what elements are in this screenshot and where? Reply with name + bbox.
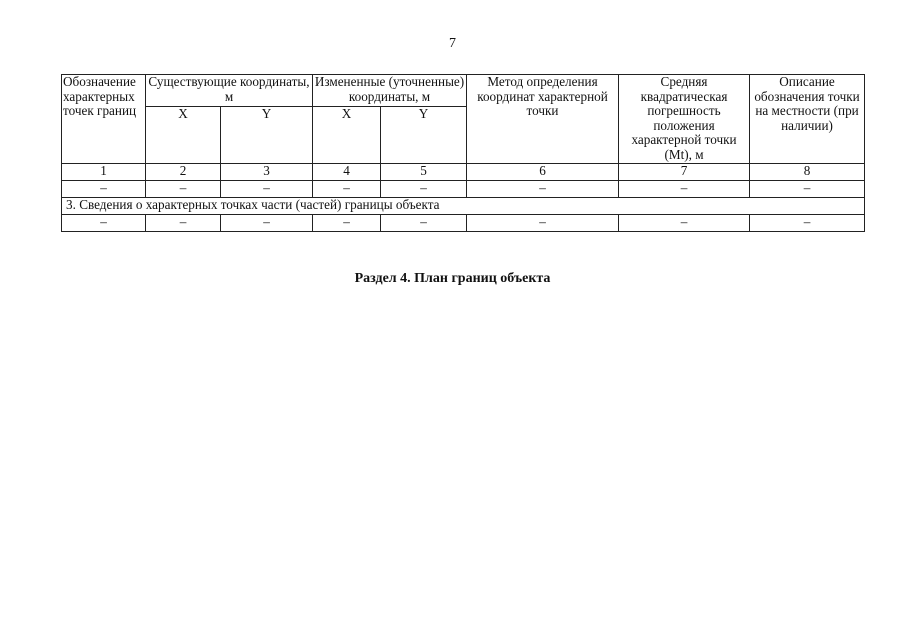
boundary-points-table bbox=[61, 74, 865, 232]
table-cell: – bbox=[62, 214, 146, 231]
column-number: 2 bbox=[146, 163, 221, 180]
column-number: 1 bbox=[62, 163, 146, 180]
column-number: 5 bbox=[381, 163, 467, 180]
column-number: 6 bbox=[467, 163, 619, 180]
header-method: Метод определения координат характерной точки bbox=[467, 75, 619, 164]
table-cell: – bbox=[750, 214, 865, 231]
column-numbers-row bbox=[62, 163, 865, 180]
table-cell: – bbox=[619, 180, 750, 197]
column-number: 4 bbox=[313, 163, 381, 180]
header-mean-error: Средняя квадратическая погрешность положения характерной точки (Mt), м bbox=[619, 75, 750, 164]
table-cell: – bbox=[313, 180, 381, 197]
table-cell: – bbox=[221, 214, 313, 231]
table-cell: – bbox=[381, 214, 467, 231]
section-row bbox=[62, 197, 865, 214]
section-row-label: 3. Сведения о характерных точках части (частей) границы объекта bbox=[62, 197, 865, 214]
section-title: Раздел 4. План границ объекта bbox=[354, 271, 551, 286]
table-header-row bbox=[62, 75, 865, 107]
table-cell: – bbox=[619, 214, 750, 231]
header-changed-coords: Измененные (уточненные) координаты, м bbox=[313, 75, 467, 107]
column-number: 8 bbox=[750, 163, 865, 180]
table-cell: – bbox=[62, 180, 146, 197]
subheader-existing-y: Y bbox=[221, 106, 313, 163]
header-existing-coords: Существующие координаты, м bbox=[146, 75, 313, 107]
table-row bbox=[62, 180, 865, 197]
header-point-designation: Обозначение характерных точек границ bbox=[62, 75, 146, 164]
subheader-changed-y: Y bbox=[381, 106, 467, 163]
column-number: 7 bbox=[619, 163, 750, 180]
table-row bbox=[62, 214, 865, 231]
column-number: 3 bbox=[221, 163, 313, 180]
table-cell: – bbox=[221, 180, 313, 197]
table-cell: – bbox=[381, 180, 467, 197]
subheader-changed-x: X bbox=[313, 106, 381, 163]
table-cell: – bbox=[313, 214, 381, 231]
table-cell: – bbox=[467, 214, 619, 231]
header-description: Описание обозначения точки на местности (при наличии) bbox=[750, 75, 865, 164]
table-cell: – bbox=[750, 180, 865, 197]
subheader-existing-x: X bbox=[146, 106, 221, 163]
table-cell: – bbox=[467, 180, 619, 197]
page-number: 7 bbox=[449, 36, 456, 51]
table-cell: – bbox=[146, 180, 221, 197]
table-cell: – bbox=[146, 214, 221, 231]
